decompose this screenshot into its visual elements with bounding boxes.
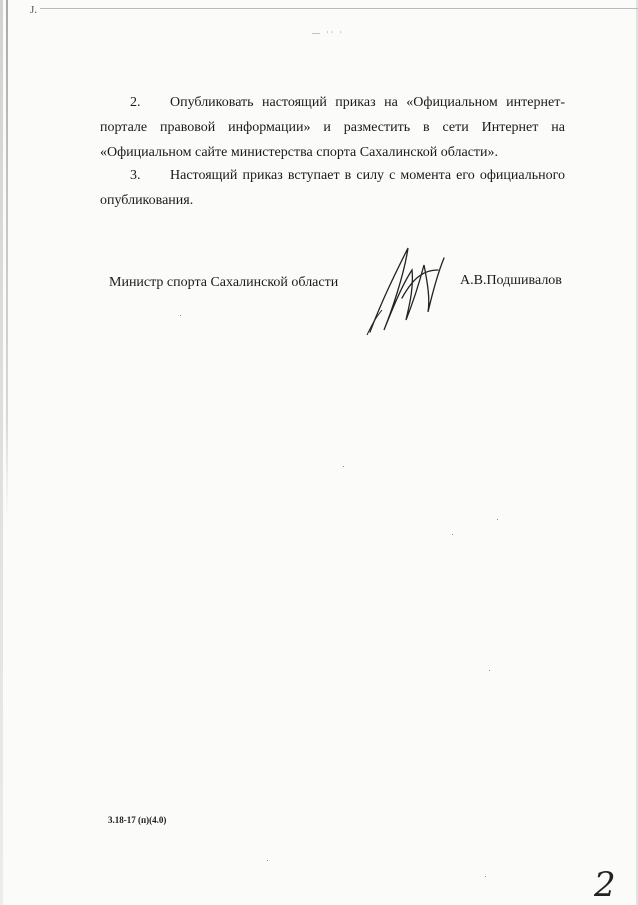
handwritten-page-number: 2 xyxy=(594,865,616,905)
top-mark: — ·· · xyxy=(312,28,344,37)
paragraph-text: Настоящий приказ вступает в силу с момента его официального опубликования. xyxy=(100,168,565,208)
scan-speck xyxy=(343,466,344,467)
signatory-title: Министр спорта Сахалинской области xyxy=(109,275,339,290)
scan-top-line xyxy=(40,8,638,9)
document-code: 3.18-17 (п)(4.0) xyxy=(108,815,167,825)
scan-speck xyxy=(452,534,453,535)
paragraph-text: Опубликовать настоящий приказ на «Официальном интернет-портале правовой информации» и разместить в сети Интернет на «Официальном сайте министерства спорта Сахалинской области». xyxy=(100,95,565,160)
signatory-name: А.В.Подшивалов xyxy=(460,273,562,288)
scan-speck xyxy=(489,670,490,671)
scan-speck xyxy=(267,860,268,861)
paragraph-2 xyxy=(100,90,565,165)
scan-speck xyxy=(485,876,486,877)
scan-binding-mark xyxy=(6,0,8,520)
paragraph-number: 2. xyxy=(130,95,141,110)
paragraph-number: 3. xyxy=(130,168,141,183)
scan-speck xyxy=(497,519,498,520)
scan-edge-left xyxy=(0,0,3,905)
corner-mark: J. xyxy=(30,4,38,16)
paragraph-3 xyxy=(100,163,565,213)
scan-speck xyxy=(180,315,181,316)
handwritten-signature xyxy=(362,240,472,340)
